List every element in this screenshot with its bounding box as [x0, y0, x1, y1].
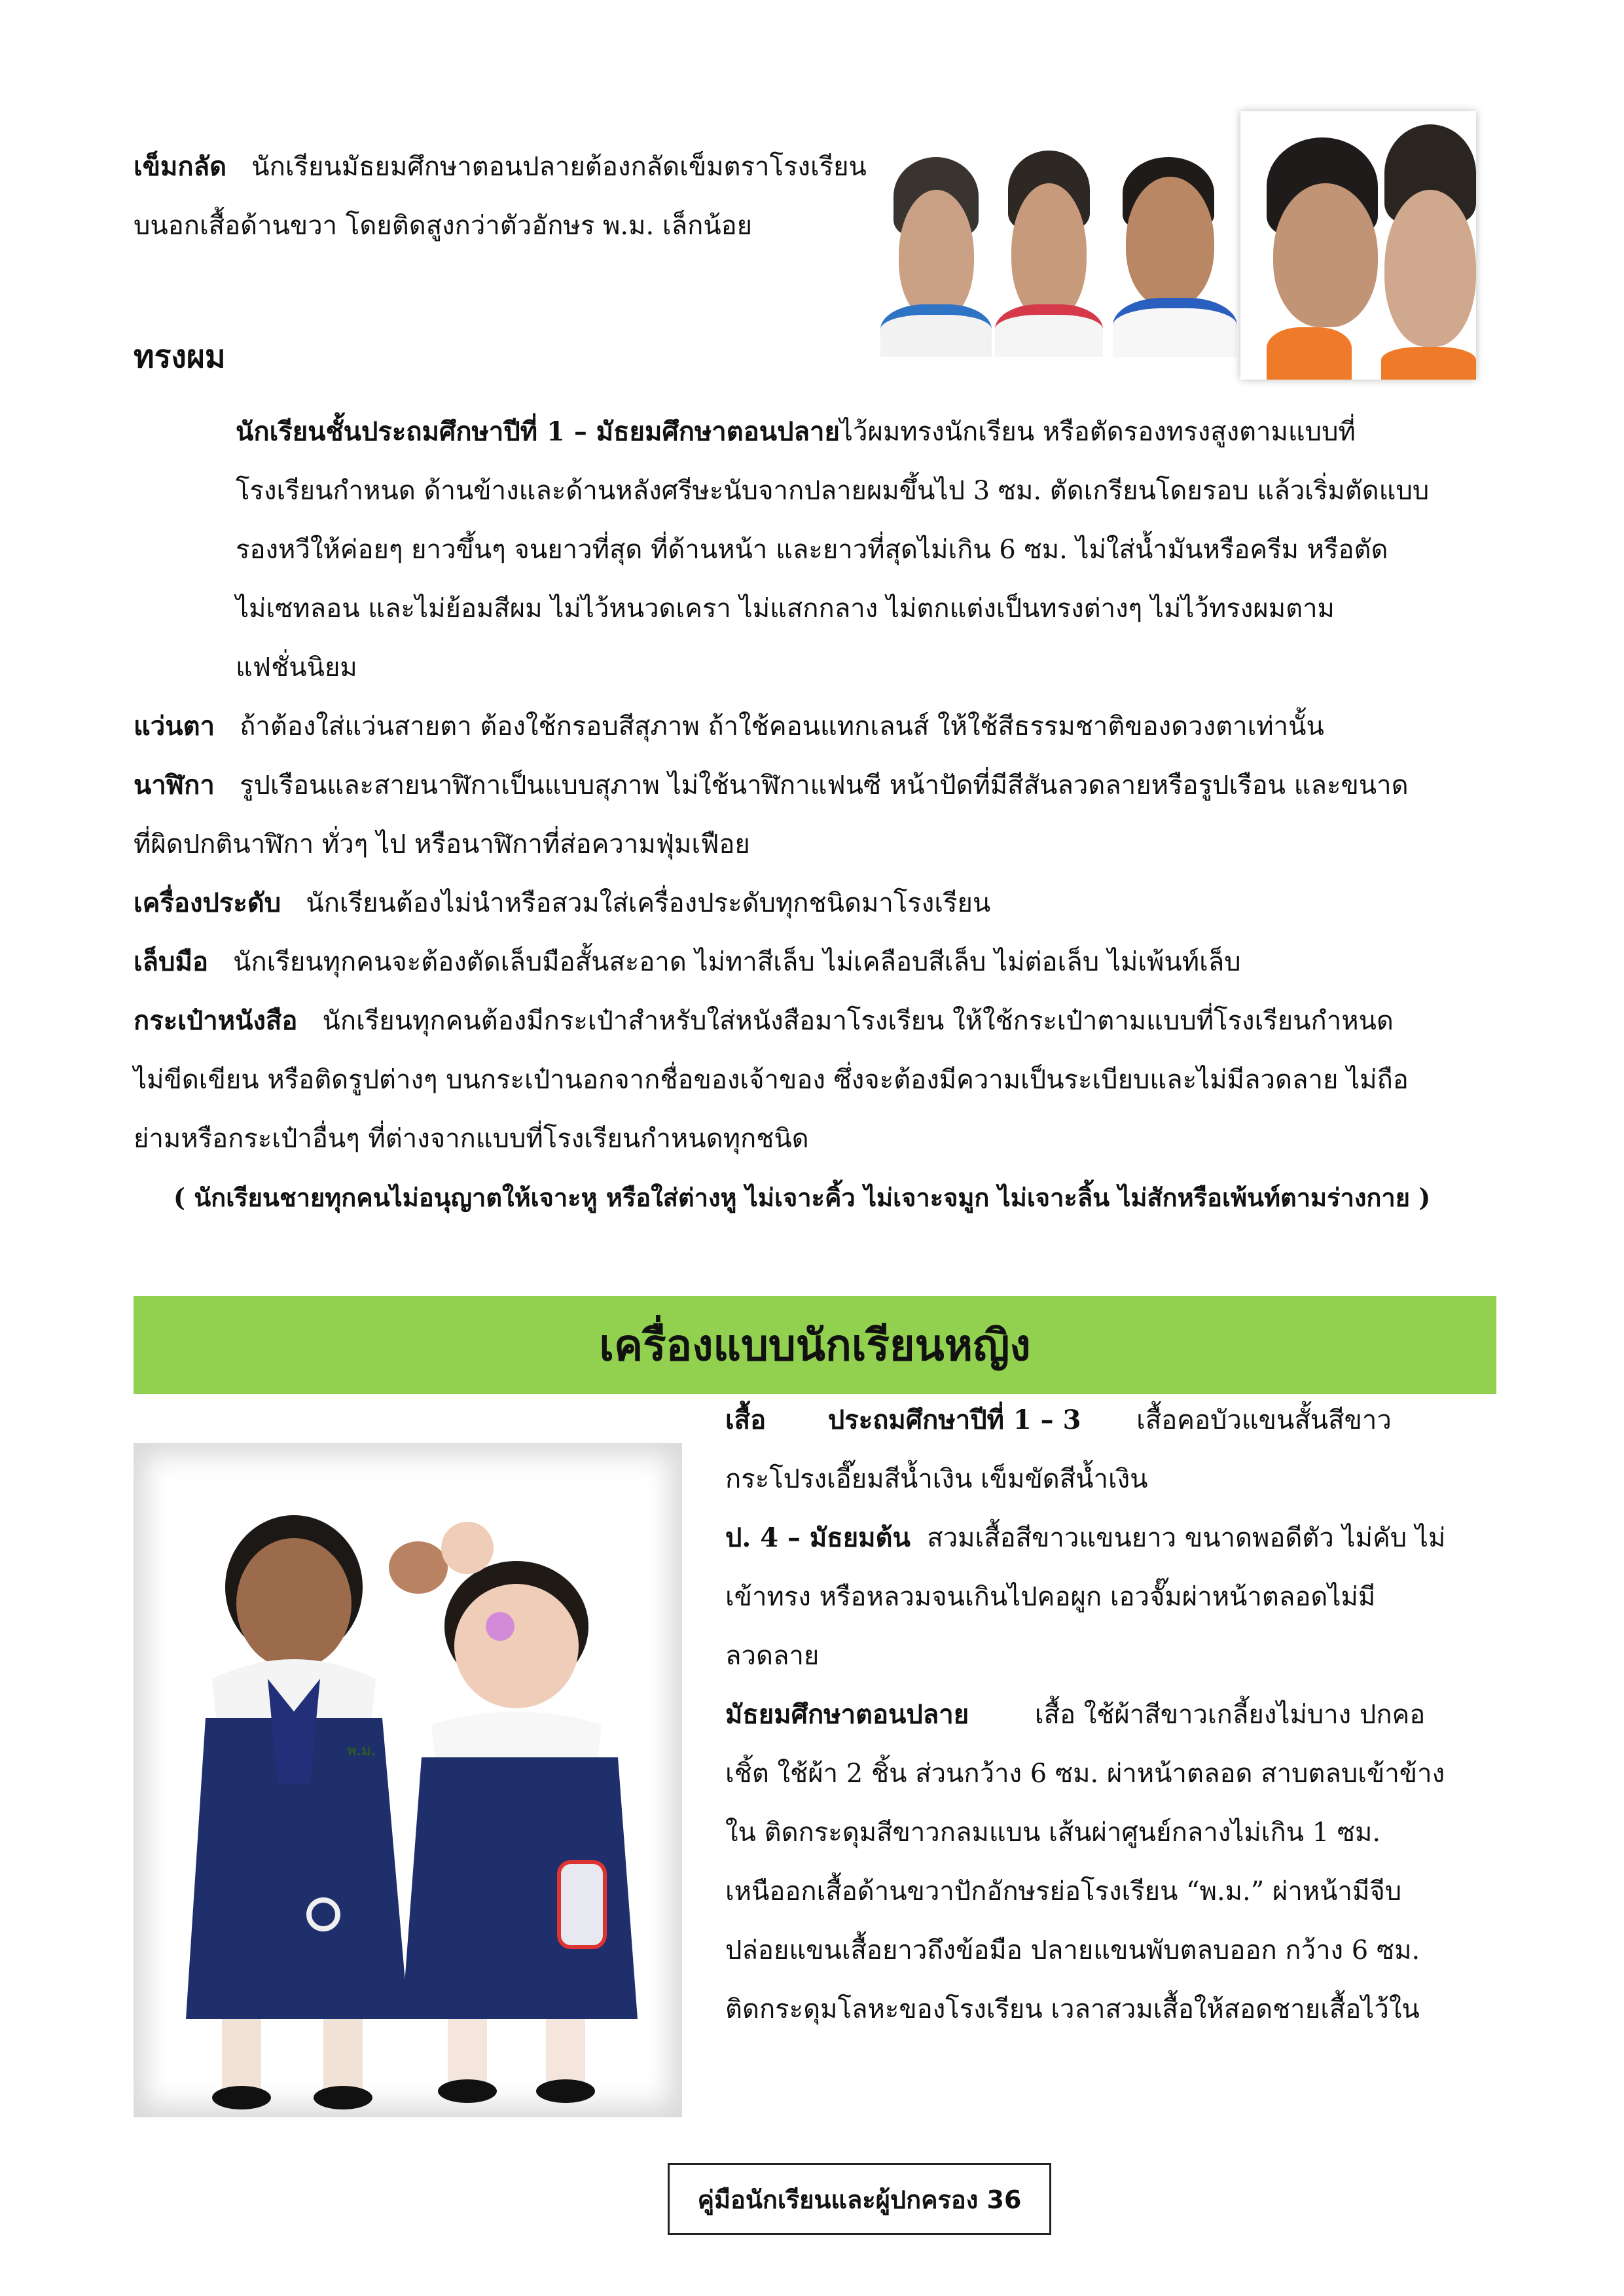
glasses-rule — [134, 707, 1324, 746]
school-badge-text: พ.ม. — [347, 1742, 376, 1759]
jewelry-text: นักเรียนต้องไม่นำหรือสวมใส่เครื่องประดับทุกชนิดมาโรงเรียน — [306, 888, 991, 918]
watch-text: รูปเรือนและสายนาฬิกาเป็นแบบสุภาพ ไม่ใช้นาฬิกาแฟนซี หน้าปัดที่มีสีสันลวดลายหรือรูปเรือน และขนาด — [239, 770, 1409, 800]
shirt-label: เสื้อ — [725, 1405, 767, 1435]
girls-illustration — [134, 1443, 682, 2117]
hair-line-4: ไม่เซทลอน และไม่ย้อมสีผม ไม่ไว้หนวดเครา ไม่แสกกลาง ไม่ตกแต่งเป็นทรงต่างๆ ไม่ไว้ทรงผมตาม — [236, 594, 1335, 624]
p4-label: ป. 4 – มัธยมต้น — [725, 1522, 911, 1553]
hair-intro-label: นักเรียนชั้นประถมศึกษาปีที่ 1 – มัธยมศึกษาตอนปลาย — [236, 416, 840, 447]
girls-uniform-photo — [134, 1443, 682, 2117]
hs-text: เสื้อ ใช้ผ้าสีขาวเกลี้ยงไม่บาง ปกคอ — [1034, 1700, 1426, 1730]
bag-rule — [134, 1001, 1394, 1041]
badge-paragraph-line2: บนอกเสื้อด้านขวา โดยติดสูงกว่าตัวอักษร พ.ม. เล็กน้อย — [134, 211, 753, 241]
boys-note: ( นักเรียนชายทุกคนไม่อนุญาตให้เจาะหู หรือใส่ต่างหู ไม่เจาะคิ้ว ไม่เจาะจมูก ไม่เจาะลิ้น ไม่สักหรือเพ้นท์ตามร่างกาย ) — [173, 1183, 1431, 1212]
glasses-text: ถ้าต้องใส่แว่นสายตา ต้องใช้กรอบสีสุภาพ ถ้าใช้คอนแทกเลนส์ ให้ใช้สีธรรมชาติของดวงตาเท่านั้น — [240, 711, 1324, 742]
hair-line-5: แฟชั่นนิยม — [236, 653, 357, 683]
p1-text: เสื้อคอบัวแขนสั้นสีขาว — [1136, 1405, 1392, 1435]
hair-line-3: รองหวีให้ค่อยๆ ยาวขึ้นๆ จนยาวที่สุด ที่ด้านหน้า และยาวที่สุดไม่เกิน 6 ซม. ไม่ใส่น้ำมันหรือครีม หรือตัด — [236, 535, 1388, 565]
bag-label: กระเป๋าหนังสือ — [134, 1005, 298, 1036]
watch-rule — [134, 766, 1409, 805]
bag-rule-line2: ไม่ขีดเขียน หรือติดรูปต่างๆ บนกระเป๋านอกจากชื่อของเจ้าของ ซึ่งจะต้องมีความเป็นระเบียบและไม่มีลวดลาย ไม่ถือ — [134, 1065, 1409, 1095]
girls-p1-line2: กระโปรงเอี๊ยมสีน้ำเงิน เข็มขัดสีน้ำเงิน — [725, 1464, 1148, 1494]
hair-line-1 — [236, 412, 1356, 452]
badge-text: นักเรียนมัธยมศึกษาตอนปลายต้องกลัดเข็มตราโรงเรียน — [251, 152, 867, 182]
girls-hs-line2: เชิ้ต ใช้ผ้า 2 ชิ้น ส่วนกว้าง 6 ซม. ผ่าหน้าตลอด สาบตลบเข้าข้าง — [725, 1759, 1445, 1789]
jewelry-rule — [134, 884, 990, 923]
watch-rule-line2: ที่ผิดปกตินาฬิกา ทั่วๆ ไป หรือนาฬิกาที่ส่อความฟุ่มเฟือย — [134, 829, 750, 859]
hair-heading: ทรงผม — [134, 338, 226, 375]
girls-shirt-line1 — [725, 1401, 1392, 1440]
haircut-photo-2 — [992, 131, 1106, 357]
haircut-photo-1 — [880, 131, 992, 357]
girls-hs-line3: ใน ติดกระดุมสีขาวกลมแบน เส้นผ่าศูนย์กลางไม่เกิน 1 ซม. — [725, 1818, 1381, 1848]
nails-rule — [134, 942, 1241, 982]
bag-rule-line3: ย่ามหรือกระเป๋าอื่นๆ ที่ต่างจากแบบที่โรงเรียนกำหนดทุกชนิด — [134, 1124, 809, 1154]
badge-paragraph-line1 — [134, 147, 867, 187]
girls-hs-line4: เหนืออกเสื้อด้านขวาปักอักษรย่อโรงเรียน “พ.ม.” ผ่าหน้ามีจีบ — [725, 1876, 1402, 1907]
p4-text: สวมเสื้อสีขาวแขนยาว ขนาดพอดีตัว ไม่คับ ไม่ — [927, 1523, 1446, 1553]
nails-text: นักเรียนทุกคนจะต้องตัดเล็บมือสั้นสะอาด ไม่ทาสีเล็บ ไม่เคลือบสีเล็บ ไม่ต่อเล็บ ไม่เพ้นท์เล็บ — [233, 947, 1241, 977]
haircut-photo-3 — [1106, 131, 1237, 357]
girls-uniform-banner: เครื่องแบบนักเรียนหญิง — [134, 1296, 1496, 1394]
glasses-label: แว่นตา — [134, 711, 215, 742]
girls-hs-line1 — [725, 1695, 1425, 1734]
badge-label: เข็มกลัด — [134, 151, 227, 182]
jewelry-label: เครื่องประดับ — [134, 888, 281, 918]
page-footer: คู่มือนักเรียนและผู้ปกครอง 36 — [668, 2163, 1051, 2235]
watch-label: นาฬิกา — [134, 770, 215, 800]
bag-text: นักเรียนทุกคนต้องมีกระเป๋าสำหรับใส่หนังสือมาโรงเรียน ให้ใช้กระเป๋าตามแบบที่โรงเรียนกำหนด — [322, 1006, 1394, 1036]
haircut-photo-4 — [1240, 111, 1476, 380]
girls-hs-line6: ติดกระดุมโลหะของโรงเรียน เวลาสวมเสื้อให้สอดชายเสื้อไว้ใน — [725, 1994, 1420, 2024]
girls-p4-line2: เข้าทรง หรือหลวมจนเกินไปคอผูก เอวจั๊มผ่าหน้าตลอดไม่มี — [725, 1582, 1376, 1612]
hair-line-2: โรงเรียนกำหนด ด้านข้างและด้านหลังศรีษะนับจากปลายผมขึ้นไป 3 ซม. ตัดเกรียนโดยรอบ แล้วเริ่มตัดแบบ — [236, 476, 1430, 506]
hair-intro-text: ไว้ผมทรงนักเรียน หรือตัดรองทรงสูงตามแบบที่ — [839, 417, 1356, 447]
girls-p4-line3: ลวดลาย — [725, 1641, 820, 1671]
girls-p4-line1 — [725, 1518, 1445, 1558]
p1-label: ประถมศึกษาปีที่ 1 – 3 — [827, 1405, 1081, 1435]
nails-label: เล็บมือ — [134, 946, 208, 977]
hs-label: มัธยมศึกษาตอนปลาย — [725, 1699, 969, 1730]
girls-hs-line5: ปล่อยแขนเสื้อยาวถึงข้อมือ ปลายแขนพับตลบออก กว้าง 6 ซม. — [725, 1935, 1420, 1965]
